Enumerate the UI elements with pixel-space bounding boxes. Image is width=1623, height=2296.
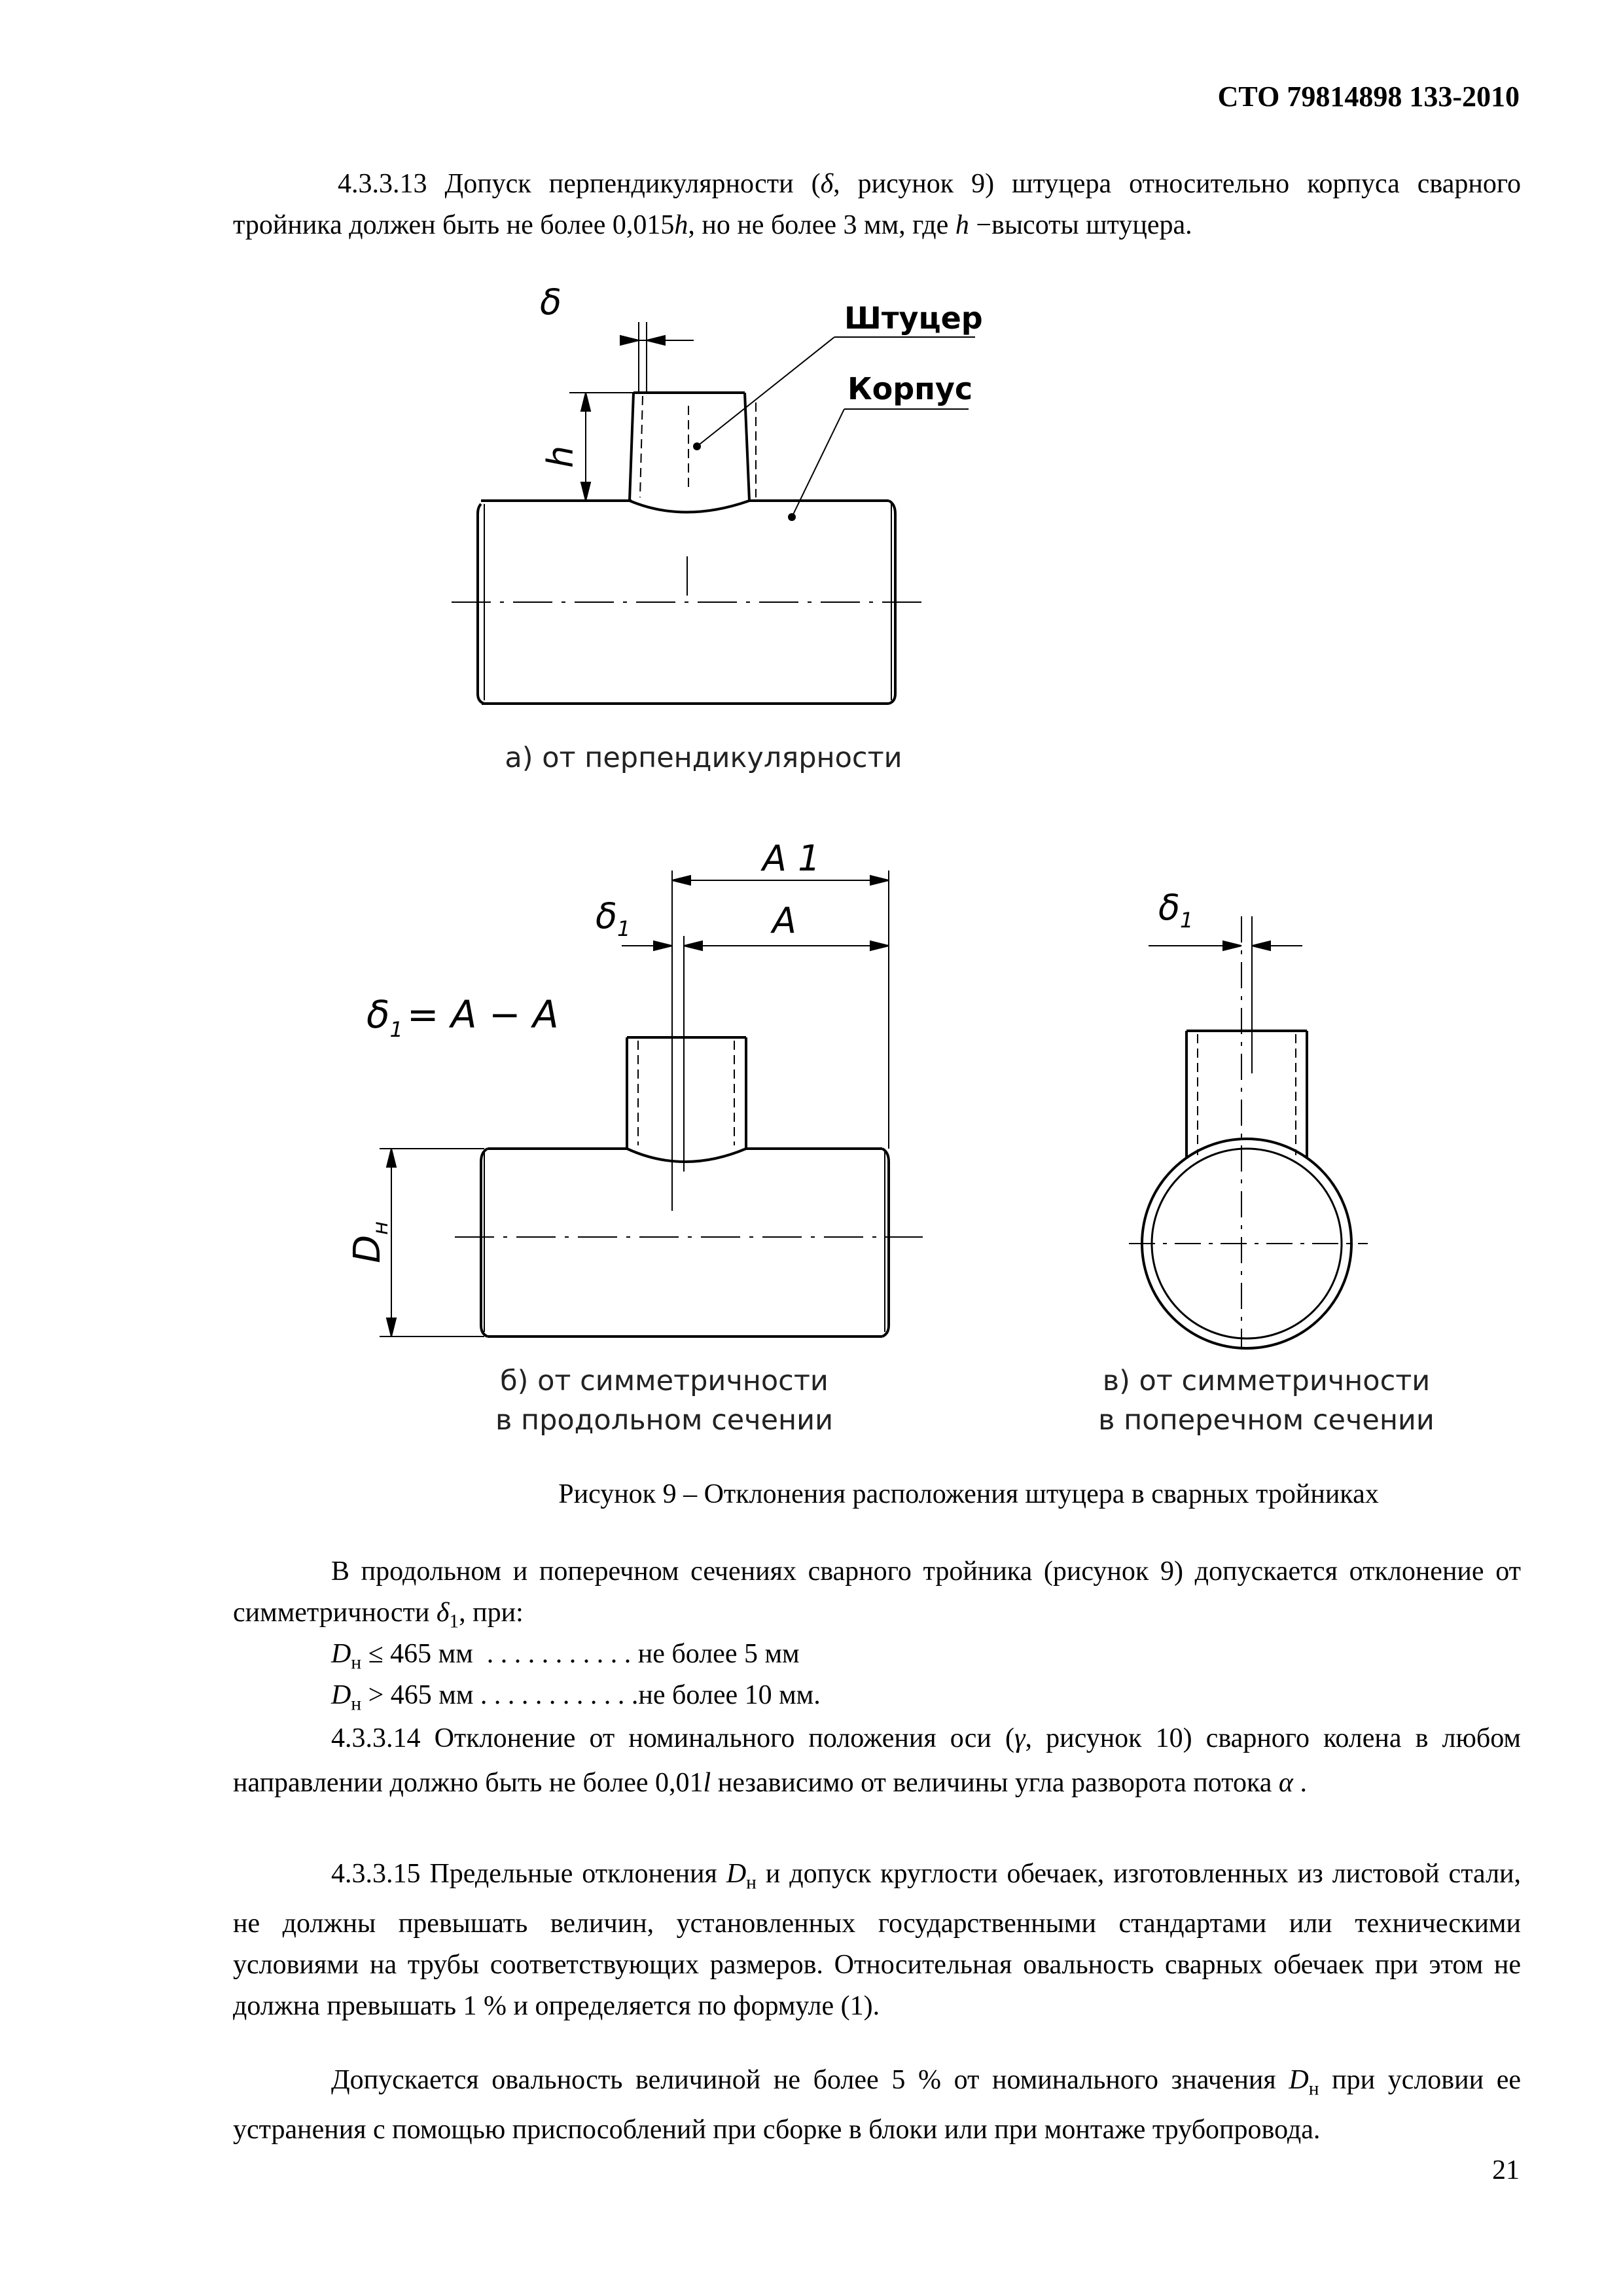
document-code: СТО 79814898 133-2010 (1217, 81, 1520, 113)
formula-label: $\delta_1 = A - A$ (366, 992, 559, 1042)
shtucer-label: Штуцер (844, 300, 983, 336)
paragraph-ovality: Допускается овальность величиной не более 5 % от номинального значения $D_н$ при условии ее устранения с помощью приспособлений при сборке в блоки или при монтаже трубопровода. (233, 2065, 1521, 2145)
figure-b-longitudinal (346, 838, 942, 1368)
delta1-label: $\delta_1$ (596, 895, 631, 941)
korpus-label: Корпус (847, 371, 973, 406)
figure-9-title: Рисунок 9 – Отклонения расположения штуцера в сварных тройниках (558, 1479, 1379, 1509)
delta1-cross-label: $\delta_1$ (1158, 887, 1194, 933)
A1-label: A 1 (762, 838, 821, 879)
Dn-label: $D_н$ (346, 1221, 393, 1263)
paragraph-symmetry: В продольном и поперечном сечениях сварного тройника (рисунок 9) допускается отклонение от симметричности $\delta_1$, при: (233, 1556, 1521, 1632)
figure-a-caption: а) от перпендикулярности (505, 742, 902, 774)
delta-label: δ (540, 281, 562, 323)
h-label: h (540, 445, 581, 468)
paragraph-4-3-3-15: 4.3.3.15 Предельные отклонения $D_н$ и допуск круглости обечаек, изготовленных из листовой стали, не должны превышать величин, установленных государственными стандартами или техническими условиями на трубы соответствующих размеров. Относительная овальность сварных обечаек при этом не должна превышать 1 % и определяется по формуле (1). (233, 1859, 1522, 2022)
figure-a-perpendicularity (419, 275, 1073, 733)
condition-2: $D_н > 465$ мм . . . . . . . . . . . .не более 10 мм. (331, 1680, 821, 1715)
paragraph-4-3-3-13: 4.3.3.13 Допуск перпендикулярности (δ, рисунок 9) штуцера относительно корпуса сварного тройника должен быть не более 0,015h, но не более 3 мм, где h −высоты штуцера. (233, 169, 1521, 240)
figure-b-caption: б) от симметричности в продольном сечении (495, 1365, 834, 1437)
figure-c-cross-section (1119, 877, 1446, 1335)
A-label: A (772, 900, 796, 941)
page-number: 21 (1492, 2155, 1520, 2185)
condition-1: $D_н \le 465$ мм . . . . . . . . . . . не более 5 мм (331, 1639, 800, 1674)
figure-c-caption: в) от симметричности в поперечном сечении (1098, 1365, 1435, 1437)
paragraph-4-3-3-14: 4.3.3.14 Отклонение от номинального положения оси (γ, рисунок 10) сварного колена в любом направлении должно быть не более 0,01l независимо от величины угла разворота потока α . (233, 1723, 1522, 1798)
